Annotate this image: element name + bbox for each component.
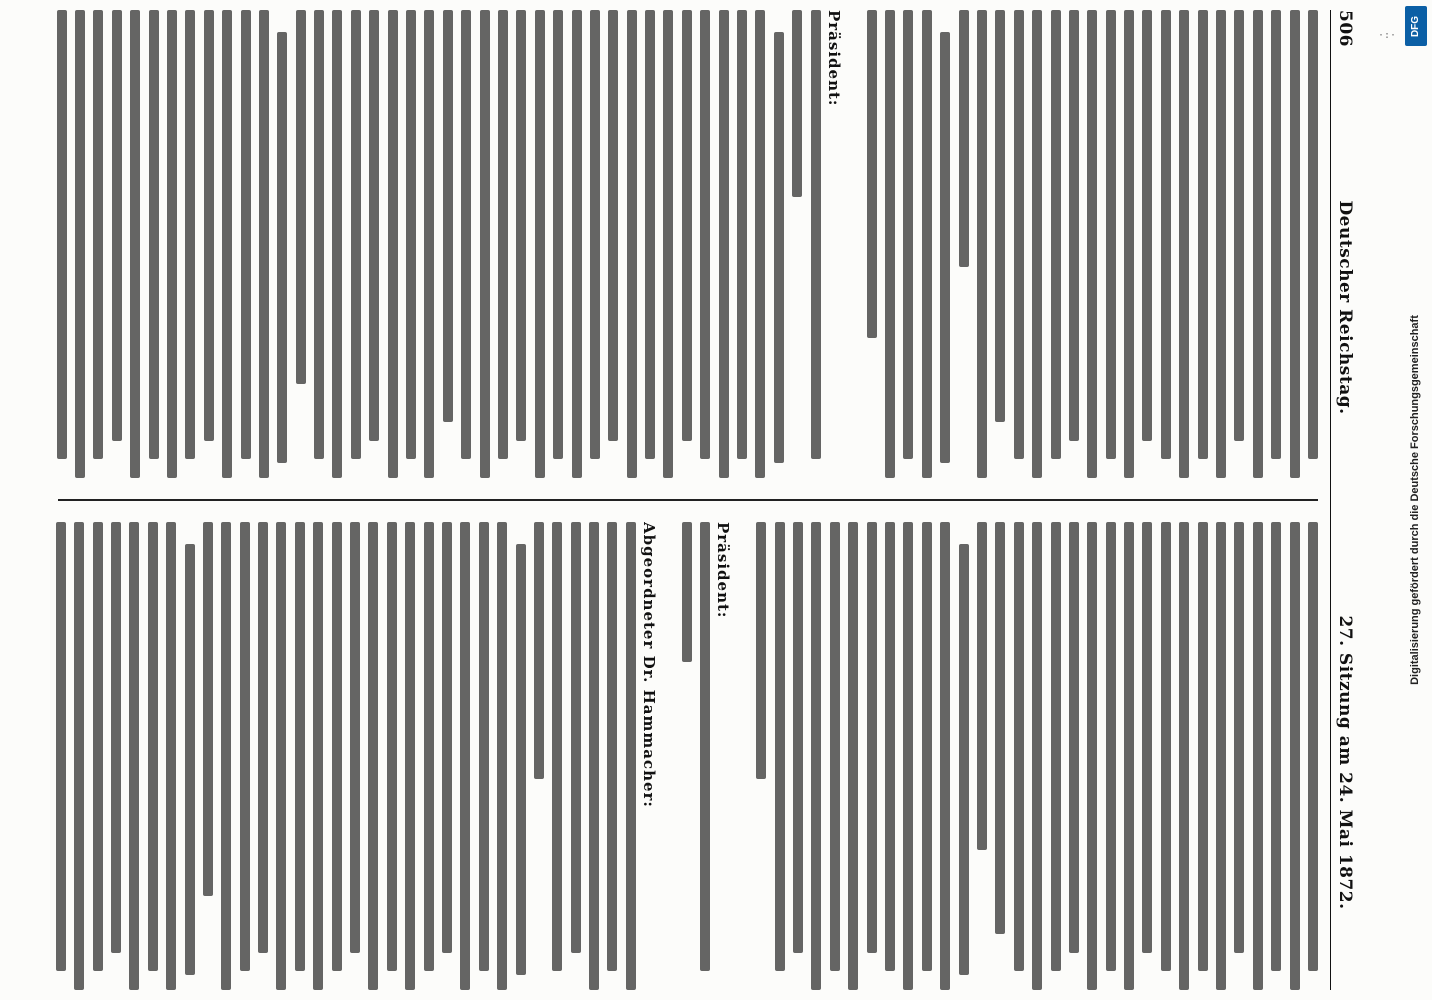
text-line [534, 522, 544, 779]
text-line [1253, 522, 1263, 990]
text-line [572, 10, 582, 478]
text-line [1290, 10, 1300, 478]
text-line [1198, 522, 1208, 971]
text-line [885, 522, 895, 971]
text-line [737, 10, 747, 459]
text-line [1014, 10, 1024, 459]
text-line [387, 522, 397, 971]
text-line [590, 10, 600, 459]
text-line [793, 522, 803, 953]
text-line [848, 522, 858, 990]
text-line [682, 522, 692, 662]
text-line [516, 544, 526, 975]
printed-sheet-wrapper [20, 0, 1380, 1000]
text-line [627, 10, 637, 478]
digitization-credit [1404, 0, 1426, 1000]
text-line [74, 522, 84, 990]
text-line [811, 522, 821, 990]
text-line [811, 10, 821, 459]
text-line [516, 10, 526, 441]
text-line [1069, 522, 1079, 953]
text-line [755, 10, 765, 478]
text-line [1124, 522, 1134, 990]
text-line [792, 10, 802, 197]
text-line [332, 522, 342, 971]
text-line [1069, 10, 1079, 441]
paragraph-block [48, 522, 636, 990]
text-line [995, 522, 1005, 934]
text-line [259, 10, 269, 478]
text-line [1290, 522, 1300, 990]
text-line [977, 10, 987, 478]
text-line [203, 522, 213, 896]
text-line [368, 522, 378, 990]
text-line [222, 10, 232, 478]
text-line [867, 10, 877, 338]
text-line [221, 522, 231, 990]
text-line [1234, 522, 1244, 953]
text-line [1032, 10, 1042, 478]
text-line [424, 10, 434, 478]
text-line [1142, 522, 1152, 953]
text-column-right [48, 522, 1318, 990]
text-line [442, 522, 452, 953]
text-line [1198, 10, 1208, 459]
text-line [406, 10, 416, 459]
speaker-label-president-1: Präsident: [824, 10, 843, 107]
text-line [1308, 522, 1318, 971]
text-line [497, 522, 507, 990]
text-line [571, 522, 581, 953]
text-line [241, 10, 251, 459]
text-line [1106, 522, 1116, 971]
text-line [774, 32, 784, 463]
text-line [1179, 10, 1189, 478]
text-line [682, 10, 692, 441]
text-line [258, 522, 268, 953]
text-line [1161, 522, 1171, 971]
text-line [535, 10, 545, 478]
text-line [1124, 10, 1134, 478]
text-line [1087, 10, 1097, 478]
text-line [1051, 522, 1061, 971]
text-line [1032, 522, 1042, 990]
running-head-left-title: Deutscher Reichstag. [1335, 200, 1355, 415]
text-line [443, 10, 453, 422]
text-line [977, 522, 987, 850]
text-line [1271, 522, 1281, 971]
text-line [1253, 10, 1263, 478]
text-line [405, 522, 415, 990]
text-line [1234, 10, 1244, 441]
dfg-badge-text: DFG [1410, 15, 1422, 37]
text-line [775, 522, 785, 971]
text-line [700, 522, 710, 971]
paragraph-block [756, 522, 1318, 990]
text-line [1271, 10, 1281, 459]
text-line [1087, 522, 1097, 990]
text-line [112, 10, 122, 441]
text-line [959, 544, 969, 975]
text-line [93, 522, 103, 971]
text-line [1051, 10, 1061, 459]
text-line [903, 10, 913, 459]
text-line [57, 10, 67, 459]
text-line [204, 10, 214, 441]
text-line [626, 522, 636, 990]
text-line [700, 10, 710, 459]
text-line [461, 10, 471, 459]
text-line [369, 10, 379, 441]
paragraph-block [48, 10, 821, 478]
text-line [1308, 10, 1318, 459]
scan-artifact: ·:· [1378, 30, 1397, 41]
text-column-left [48, 10, 1318, 478]
text-line [295, 522, 305, 971]
text-line [553, 10, 563, 459]
text-line [332, 10, 342, 478]
text-line [940, 32, 950, 463]
text-line [148, 522, 158, 971]
text-line [664, 10, 674, 478]
text-line [552, 522, 562, 971]
text-line [479, 522, 489, 971]
paragraph-block [682, 522, 710, 990]
text-line [959, 10, 969, 267]
text-line [388, 10, 398, 478]
text-line [756, 522, 766, 779]
text-line [922, 522, 932, 971]
speaker-label-president-2: Präsident: [714, 522, 733, 619]
text-line [1216, 10, 1226, 478]
text-line [922, 10, 932, 478]
text-line [1161, 10, 1171, 459]
text-line [719, 10, 729, 478]
text-line [424, 522, 434, 971]
text-line [129, 522, 139, 990]
text-line [608, 10, 618, 441]
text-line [830, 522, 840, 971]
column-divider [58, 499, 1318, 501]
text-line [350, 522, 360, 953]
text-line [1216, 522, 1226, 990]
running-head [1330, 10, 1370, 990]
digitization-credit-text: Digitalisierung gefördert durch die Deutsche Forschungsgemeinschaft [1409, 315, 1421, 685]
text-line [867, 522, 877, 953]
text-line [995, 10, 1005, 422]
text-line [1106, 10, 1116, 459]
paragraph-block [867, 10, 1318, 478]
text-line [75, 10, 85, 478]
text-line [351, 10, 361, 459]
text-line [313, 522, 323, 990]
text-line [940, 522, 950, 990]
text-line [130, 10, 140, 478]
text-line [1142, 10, 1152, 441]
text-line [645, 10, 655, 459]
text-line [903, 522, 913, 990]
text-line [111, 522, 121, 953]
text-line [149, 10, 159, 459]
text-line [1014, 522, 1024, 971]
text-line [589, 522, 599, 990]
printed-sheet [30, 10, 1370, 990]
text-line [185, 10, 195, 459]
text-line [166, 522, 176, 990]
text-line [314, 10, 324, 459]
text-line [885, 10, 895, 478]
text-line [480, 10, 490, 478]
running-head-right-title: 27. Sitzung am 24. Mai 1872. [1335, 615, 1355, 910]
text-line [608, 522, 618, 971]
text-line [167, 10, 177, 478]
text-line [185, 544, 195, 975]
text-line [498, 10, 508, 459]
text-line [277, 32, 287, 463]
text-line [93, 10, 103, 459]
text-line [460, 522, 470, 990]
text-line [276, 522, 286, 990]
text-line [240, 522, 250, 971]
text-line [1179, 522, 1189, 990]
text-line [296, 10, 306, 384]
page-number: 506 [1335, 10, 1355, 47]
speaker-label-hammacher: Abgeordneter Dr. Hammacher: [639, 522, 658, 808]
text-line [56, 522, 66, 971]
